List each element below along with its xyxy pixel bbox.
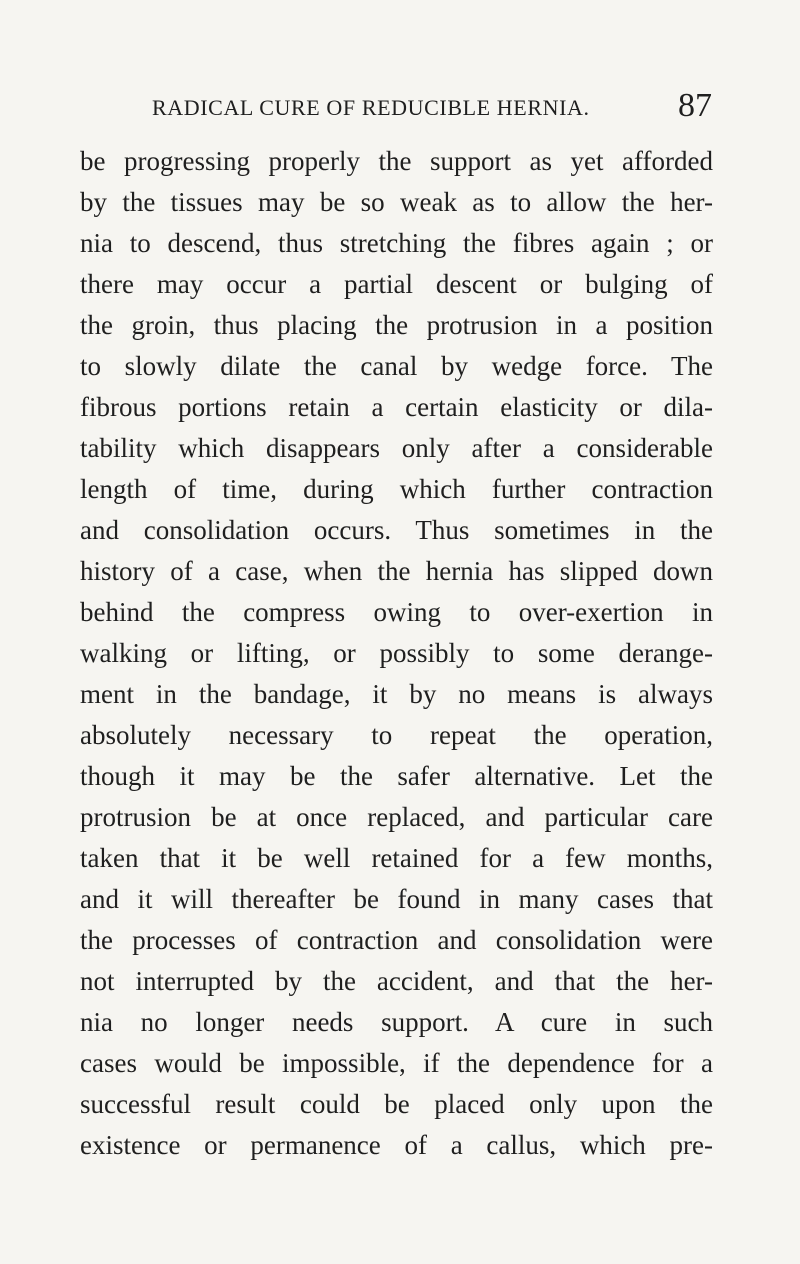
- running-title: RADICAL CURE OF REDUCIBLE HERNIA.: [152, 95, 590, 120]
- text-line: successful result could be placed only upon the: [80, 1089, 713, 1119]
- text-line: length of time, during which further contraction: [80, 474, 713, 504]
- text-line: by the tissues may be so weak as to allow the her-: [80, 187, 713, 217]
- text-line: there may occur a partial descent or bulging of: [80, 269, 713, 299]
- text-line: to slowly dilate the canal by wedge force. The: [80, 351, 713, 381]
- text-line: and consolidation occurs. Thus sometimes in the: [80, 515, 713, 545]
- text-line: though it may be the safer alternative. Let the: [80, 761, 713, 791]
- text-line: behind the compress owing to over-exertion in: [80, 597, 713, 627]
- page-number: 87: [678, 87, 712, 124]
- text-line: walking or lifting, or possibly to some derange-: [80, 638, 713, 668]
- text-line: the processes of contraction and consolidation were: [80, 925, 713, 955]
- text-line: nia no longer needs support. A cure in such: [80, 1007, 713, 1037]
- running-header: [80, 87, 712, 127]
- text-line: cases would be impossible, if the dependence for a: [80, 1048, 713, 1078]
- text-line: be progressing properly the support as yet afforded: [80, 146, 713, 176]
- text-line: tability which disappears only after a considerable: [80, 433, 713, 463]
- text-line: existence or permanence of a callus, which pre-: [80, 1130, 713, 1160]
- text-line: and it will thereafter be found in many cases that: [80, 884, 713, 914]
- text-line: absolutely necessary to repeat the operation,: [80, 720, 713, 750]
- text-line: taken that it be well retained for a few months,: [80, 843, 713, 873]
- text-line: not interrupted by the accident, and that the her-: [80, 966, 713, 996]
- text-line: fibrous portions retain a certain elasticity or dila-: [80, 392, 713, 422]
- text-line: ment in the bandage, it by no means is always: [80, 679, 713, 709]
- text-line: the groin, thus placing the protrusion in a position: [80, 310, 713, 340]
- text-line: protrusion be at once replaced, and particular care: [80, 802, 713, 832]
- body-text: [80, 141, 713, 1166]
- text-line: nia to descend, thus stretching the fibres again ; or: [80, 228, 713, 258]
- text-line: history of a case, when the hernia has slipped down: [80, 556, 713, 586]
